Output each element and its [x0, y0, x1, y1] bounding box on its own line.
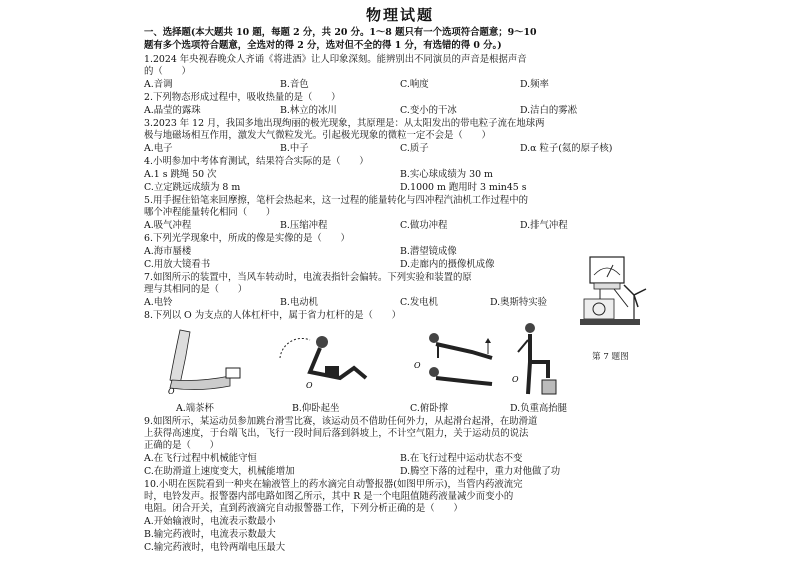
q3-stem-line2: 极与地磁场相互作用，激发大气微粒发光。引起极光现象的微粒一定不会是（ ） [144, 130, 491, 141]
exam-page [140, 0, 660, 561]
q8-figure-c-pushup [408, 328, 498, 398]
q9-stem-line1: 9.如图所示，某运动员参加跳台滑雪比赛，该运动员不借助任何外力，从起滑台起滑，在助滑道 [144, 416, 538, 427]
q9-option-a: A.在飞行过程中机械能守恒 [144, 453, 257, 464]
q4-option-c: C.立定跳远成绩为 8 m [144, 182, 241, 193]
q3-option-c: C.质子 [400, 143, 429, 154]
q8-b-pivot-label: O [306, 381, 313, 390]
q5-option-c: C.做功冲程 [400, 220, 448, 231]
q8-stem: 8.下列以 O 为支点的人体杠杆中，属于省力杠杆的是（ ） [144, 310, 401, 321]
q10-stem-line3: 电阻。闭合开关，直到药液滴完自动报警器工作，下列分析正确的是（ ） [144, 503, 463, 514]
q1-option-b: B.音色 [280, 79, 309, 90]
q8-option-d: D.负重高抬腿 [510, 403, 568, 414]
q7-apparatus-figure [578, 255, 658, 350]
q6-option-b: B.潜望镜成像 [400, 246, 457, 257]
q7-stem-line2: 理与其相同的是（ ） [144, 284, 248, 295]
q7-stem-line1: 7.如图所示的装置中，当风车转动时，电流表指针会偏转。下列实验和装置的原 [144, 272, 472, 283]
page-title: 物理试题 [365, 6, 434, 24]
q4-option-a: A.1 s 跳绳 50 次 [144, 169, 217, 180]
q8-option-b: B.仰卧起坐 [292, 403, 340, 414]
q7-option-d: D.奥斯特实验 [490, 297, 548, 308]
q9-option-b: B.在飞行过程中运动状态不变 [400, 453, 523, 464]
q8-figure-a-arm-holding-cup [150, 328, 250, 398]
q7-option-b: B.电动机 [280, 297, 318, 308]
q8-d-pivot-label: O [512, 375, 519, 384]
q3-option-d: D.α 粒子(氦的原子核) [520, 143, 613, 154]
q10-option-c: C.输完药液时，电铃两端电压最大 [144, 542, 286, 553]
q6-option-a: A.海市蜃楼 [144, 246, 192, 257]
q8-c-pivot-label: O [414, 361, 421, 370]
q5-stem-line2: 哪个冲程能量转化相同（ ） [144, 207, 276, 218]
q8-a-pivot-label: O [168, 387, 175, 396]
q9-stem-line2: 上获得高速度，于台端飞出，飞行一段时间后落到斜坡上，不计空气阻力，关于运动员的说法 [144, 428, 529, 439]
q1-stem-line2: 的（ ） [144, 66, 191, 77]
q10-option-a: A.开始输液时，电流表示数最小 [144, 516, 276, 527]
q8-figure-d-knee-raise [508, 322, 568, 400]
q2-option-d: D.洁白的雾凇 [520, 105, 578, 116]
q5-stem-line1: 5.用手握住铅笔来回摩擦，笔杆会热起来，这一过程的能量转化与四冲程汽油机工作过程中的 [144, 195, 528, 206]
q2-option-c: C.变小的干冰 [400, 105, 457, 116]
q6-option-d: D.走廊内的摄像机成像 [400, 259, 495, 270]
q8-option-a: A.端茶杯 [176, 403, 214, 414]
q4-option-d: D.1000 m 跑用时 3 min45 s [400, 182, 527, 193]
q4-stem: 4.小明参加中考体育测试，结果符合实际的是（ ） [144, 156, 369, 167]
q1-option-a: A.音调 [144, 79, 173, 90]
q5-option-b: B.压缩冲程 [280, 220, 328, 231]
q5-option-d: D.排气冲程 [520, 220, 568, 231]
q10-stem-line2: 时，电铃发声。报警器内部电路如图乙所示，其中 R 是一个电阻值随药液量减少而变小的 [144, 491, 514, 502]
q1-option-d: D.频率 [520, 79, 549, 90]
q6-stem: 6.下列光学现象中，所成的像是实像的是（ ） [144, 233, 350, 244]
q2-option-a: A.晶莹的露珠 [144, 105, 201, 116]
q5-option-a: A.吸气冲程 [144, 220, 192, 231]
q7-option-c: C.发电机 [400, 297, 438, 308]
q10-option-b: B.输完药液时，电流表示数最大 [144, 529, 276, 540]
section-heading-line2: 题有多个选项符合题意，全选对的得 2 分，选对但不全的得 1 分，有选错的得 0 分。) [144, 40, 502, 51]
q8-option-c: C.俯卧撑 [410, 403, 448, 414]
q4-option-b: B.实心球成绩为 30 m [400, 169, 493, 180]
q1-option-c: C.响度 [400, 79, 429, 90]
q1-stem-line1: 1.2024 年央视春晚众人齐诵《将进酒》让人印象深刻。能辨别出不同演员的声音是根据声音 [144, 54, 527, 65]
q2-stem: 2.下列物态形成过程中，吸收热量的是（ ） [144, 92, 341, 103]
q9-stem-line3: 正确的是（ ） [144, 440, 220, 451]
q3-option-b: B.中子 [280, 143, 309, 154]
q9-option-c: C.在助滑道上速度变大，机械能增加 [144, 466, 295, 477]
q8-figure-b-situp [270, 328, 370, 398]
q2-option-b: B.林立的冰川 [280, 105, 337, 116]
q10-stem-line1: 10.小明在医院看到一种夹在输液管上的药水滴完自动警报器(如图甲所示)，当管内药液流完 [144, 479, 523, 490]
section-heading-line1: 一、选择题(本大题共 10 题，每题 2 分，共 20 分。1～8 题只有一个选项符合题意；9～10 [144, 27, 537, 38]
q9-option-d: D.腾空下落的过程中，重力对他做了功 [400, 466, 561, 477]
q7-figure-caption: 第 7 题图 [592, 352, 629, 362]
q3-option-a: A.电子 [144, 143, 173, 154]
q3-stem-line1: 3.2023 年 12 月，我国多地出现绚丽的极光现象，其原理是：从太阳发出的带电粒子流在地球两 [144, 118, 545, 129]
q6-option-c: C.用放大镜看书 [144, 259, 211, 270]
q7-option-a: A.电铃 [144, 297, 173, 308]
